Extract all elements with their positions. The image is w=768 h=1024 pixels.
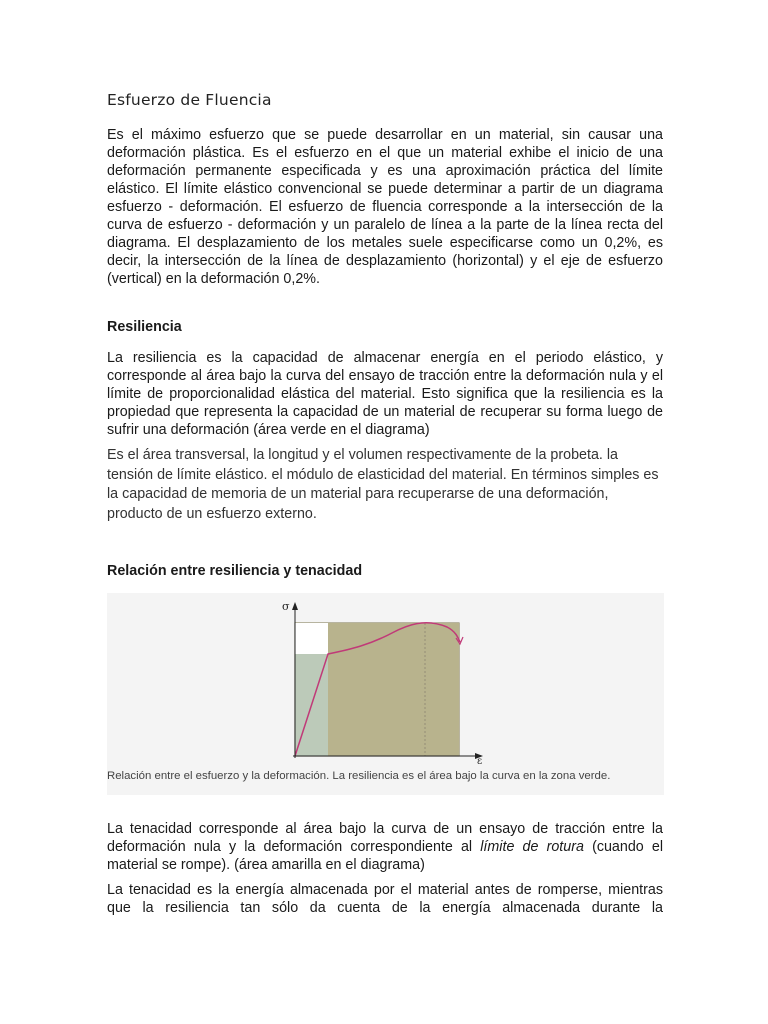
figure-caption: Relación entre el esfuerzo y la deformación. La resiliencia es el área bajo la curva en la zona verde. (107, 770, 611, 782)
limite-de-rotura-term: límite de rotura (480, 839, 584, 855)
resiliencia-paragraph-2: Es el área transversal, la longitud y el volumen respectivamente de la probeta. la tensión de límite elástico. el módulo de elasticidad del material. En términos simples es la capacidad de memoria de un material para recuperarse de una deformación, producto de un esfuerzo externo. (107, 447, 659, 522)
tenacidad-block-2 (107, 881, 663, 917)
fluencia-paragraph: Es el máximo esfuerzo que se puede desarrollar en un material, sin causar una deformación plástica. Es el esfuerzo en el que un material exhibe el inicio de una deformación permanente especificada y es una aproximación práctica del límite elástico. El límite elástico convencional se puede determinar a partir de un diagrama esfuerzo - deformación. El esfuerzo de fluencia corresponde a la intersección de la curva de esfuerzo - deformación y un paralelo de línea a la parte de la línea recta del diagrama. El desplazamiento de los metales suele especificarse como un 0,2%, es decir, la intersección de la línea de desplazamiento (horizontal) y el eje de esfuerzo (vertical) en la deformación 0,2%. (107, 127, 663, 287)
tenacidad-paragraph-2: La tenacidad es la energía almacenada por el material antes de romperse, mientras que la resiliencia tan sólo da cuenta de la energía almacenada durante la (107, 882, 663, 916)
x-axis-label: ε (477, 756, 483, 767)
section-title-fluencia: Esfuerzo de Fluencia (107, 91, 272, 109)
toughness-area (328, 623, 459, 756)
stress-strain-figure (107, 593, 664, 795)
y-axis-arrow (292, 602, 298, 610)
section-title-resiliencia: Resiliencia (107, 319, 182, 335)
section-title-relacion: Relación entre resiliencia y tenacidad (107, 563, 363, 579)
tenacidad-p1-before: La tenacidad corresponde al área bajo la curva de un ensayo de tracción entre la deformación nula y la deformación correspondiente al (107, 821, 663, 855)
tenacidad-p1-after: (cuando el material se rompe). (área amarilla en el diagrama) (107, 839, 663, 873)
resiliencia-paragraph-1: La resiliencia es la capacidad de almacenar energía en el periodo elástico, y corresponde al área bajo la curva del ensayo de tracción entre la deformación nula y el límite de proporcionalidad elástica del material. Esto significa que la resiliencia es la propiedad que representa la capacidad de un material de recuperar su forma luego de sufrir una deformación (área verde en el diagrama) (107, 350, 663, 438)
resiliencia-block-2 (107, 446, 663, 524)
unfilled-corner (295, 623, 328, 654)
y-axis-label: σ (282, 600, 290, 613)
resiliencia-block (107, 349, 663, 439)
tenacidad-block-1 (107, 820, 663, 874)
tenacidad-paragraph-1 (107, 820, 663, 874)
stress-strain-diagram (107, 593, 664, 795)
fluencia-block (107, 126, 663, 288)
